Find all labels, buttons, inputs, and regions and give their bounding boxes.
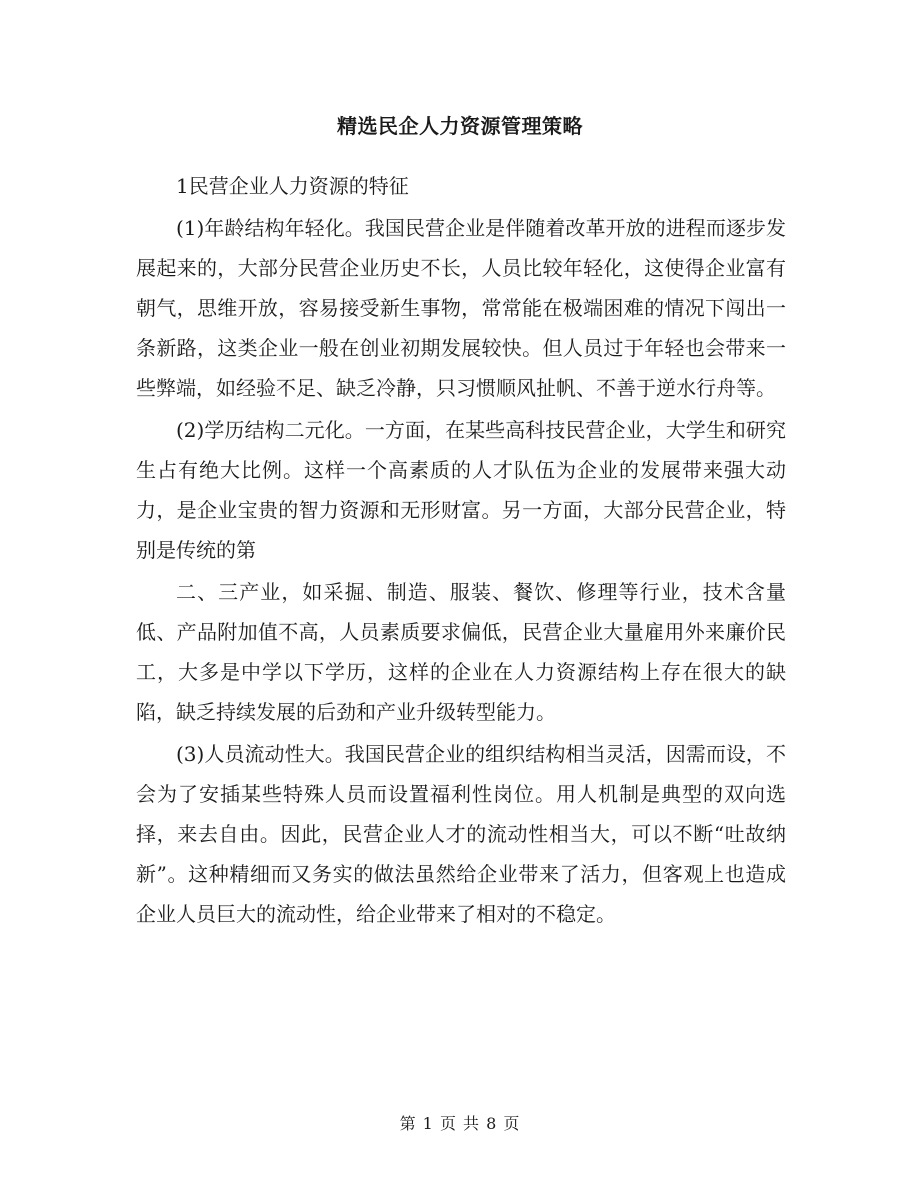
paragraph-staff-mobility: (3)人员流动性大。我国民营企业的组织结构相当灵活，因需而设，不会为了安插某些特殊人员而设置福利性岗位。用人机制是典型的双向选择，来去自由。因此，民营企业人才的流动性相当大，可以不断“吐故纳新”。这种精细而又务实的做法虽然给企业带来了活力，但客观上也造成企业人员巨大的流动性，给企业带来了相对的不稳定。	[136, 742, 786, 926]
paragraph-age-structure: (1)年龄结构年轻化。我国民营企业是伴随着改革开放的进程而逐步发展起来的，大部分民营企业历史不长，人员比较年轻化，这使得企业富有朝气，思维开放，容易接受新生事物，常常能在极端困难的情况下闯出一条新路，这类企业一般在创业初期发展较快。但人员过于年轻也会带来一些弊端，如经验不足、缺乏冷静，只习惯顺风扯帆、不善于逆水行舟等。	[136, 216, 786, 400]
page-number-footer: 第 1 页 共 8 页	[399, 1114, 521, 1133]
document-title: 精选民企人力资源管理策略	[337, 114, 583, 138]
paragraph-industry-continuation: 二、三产业，如采掘、制造、服装、餐饮、修理等行业，技术含量低、产品附加值不高，人员素质要求偏低，民营企业大量雇用外来廉价民工，大多是中学以下学历，这样的企业在人力资源结构上存在很大的缺陷，缺乏持续发展的后劲和产业升级转型能力。	[136, 580, 786, 724]
paragraph-education-structure: (2)学历结构二元化。一方面，在某些高科技民营企业，大学生和研究生占有绝大比例。这样一个高素质的人才队伍为企业的发展带来强大动力，是企业宝贵的智力资源和无形财富。另一方面，大部分民营企业，特别是传统的第	[136, 418, 786, 562]
document-body	[136, 166, 786, 936]
section-heading: 1民营企业人力资源的特征	[176, 174, 409, 198]
